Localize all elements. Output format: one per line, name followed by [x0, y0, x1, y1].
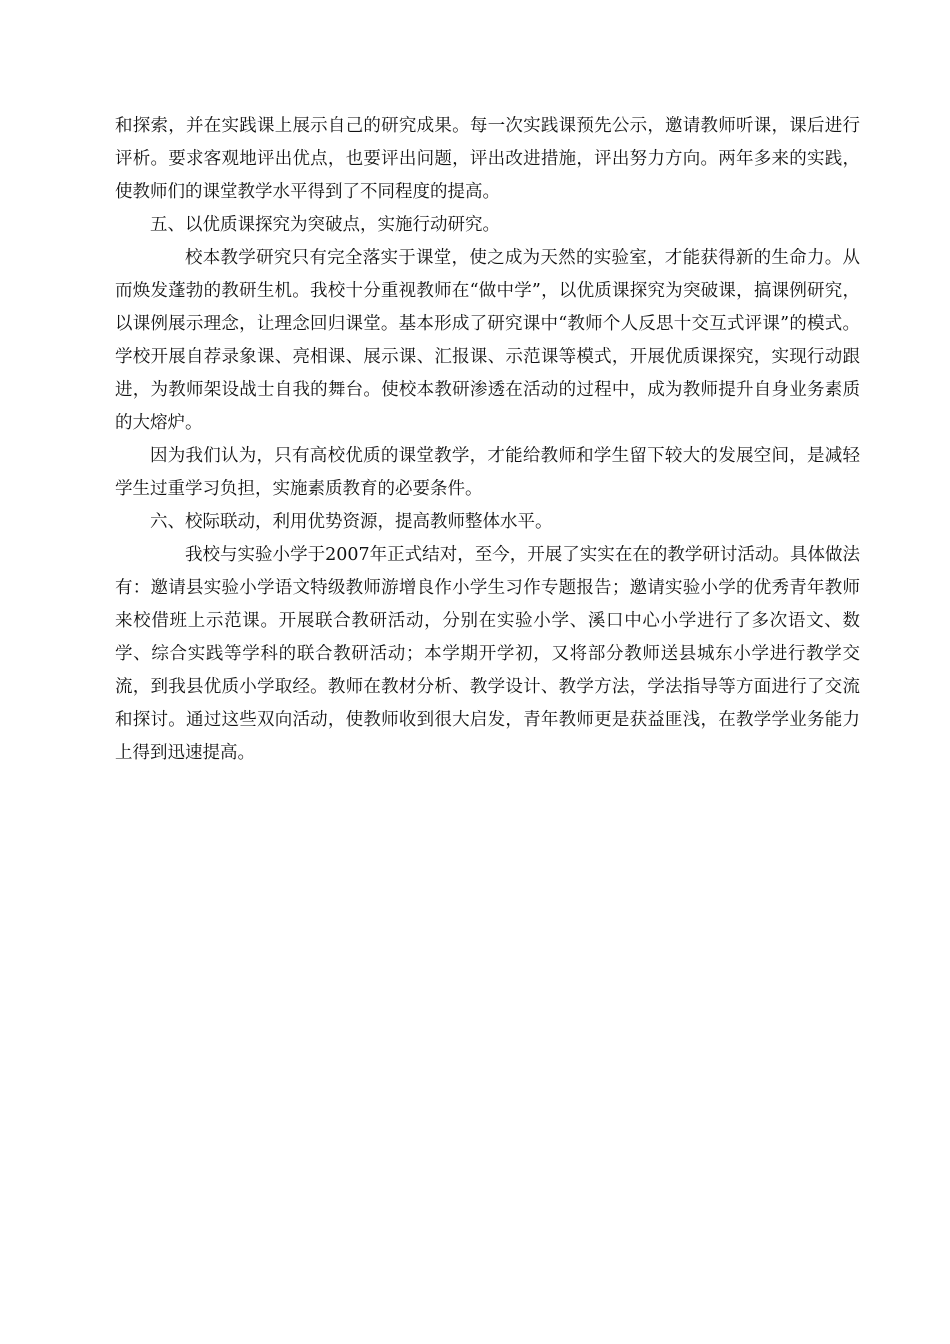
paragraph-school-research: 校本教学研究只有完全落实于课堂，使之成为天然的实验室，才能获得新的生命力。从而焕发蓬勃的教研生机。我校十分重视教师在“做中学”，以优质课探究为突破课，搞课例研究，以课例展示理念，让理念回归课堂。基本形成了研究课中“教师个人反思十交互式评课”的模式。学校开展自荐录象课、亮相课、展示课、汇报课、示范课等模式，开展优质课探究，实现行动跟进，为教师架设战士自我的舞台。使校本教研渗透在活动的过程中，成为教师提升自身业务素质的大熔炉。 — [115, 248, 860, 433]
section-heading-five: 五、以优质课探究为突破点，实施行动研究。 — [150, 215, 500, 235]
paragraph-practice-continued: 和探索，并在实践课上展示自己的研究成果。每一次实践课预先公示，邀请教师听课，课后进行评析。要求客观地评出优点，也要评出问题，评出改进措施，评出努力方向。两年多来的实践，使教师们的课堂教学水平得到了不同程度的提高。 — [115, 116, 860, 202]
document-body — [115, 110, 860, 770]
paragraph-school-partnership: 我校与实验小学于2007年正式结对，至今，开展了实实在在的教学研讨活动。具体做法有：邀请县实验小学语文特级教师游增良作小学生习作专题报告；邀请实验小学的优秀青年教师来校借班上示范课。开展联合教研活动，分别在实验小学、溪口中心小学进行了多次语文、数学、综合实践等学科的联合教研活动；本学期开学初，又将部分教师送县城东小学进行教学交流，到我县优质小学取经。教师在教材分析、教学设计、教学方法，学法指导等方面进行了交流和探讨。通过这些双向活动，使教师收到很大启发，青年教师更是获益匪浅，在教学学业务能力上得到迅速提高。 — [115, 545, 860, 763]
paragraph-reasoning: 因为我们认为，只有高校优质的课堂教学，才能给教师和学生留下较大的发展空间，是减轻学生过重学习负担，实施素质教育的必要条件。 — [115, 446, 860, 499]
section-heading-six: 六、校际联动，利用优势资源，提高教师整体水平。 — [150, 512, 553, 532]
